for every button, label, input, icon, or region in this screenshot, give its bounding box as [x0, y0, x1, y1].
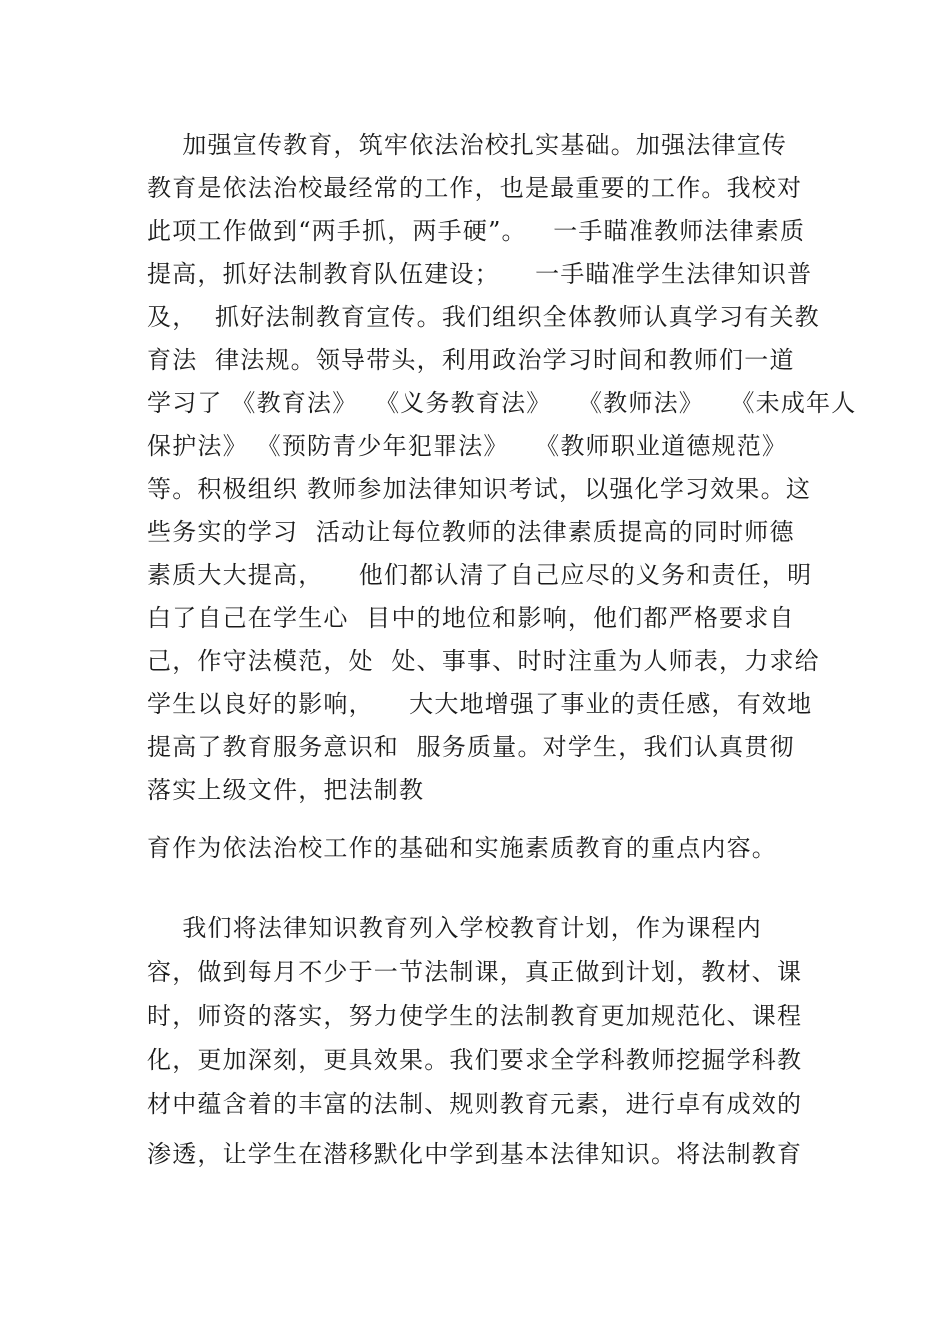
text-line: 及， 抓好法制教育宣传。我们组织全体教师认真学习有关教 — [147, 303, 820, 331]
text-line: 些务实的学习 活动让每位教师的法律素质提高的同时师德 — [147, 518, 795, 546]
text-line: 落实上级文件，把法制教 — [147, 776, 425, 804]
text-line: 我们将法律知识教育列入学校教育计划，作为课程内 — [147, 914, 762, 942]
text-line: 此项工作做到“两手抓，两手硬”。 一手瞄准教师法律素质 — [147, 217, 806, 245]
text-line: 素质大大提高， 他们都认清了自己应尽的义务和责任，明 — [147, 561, 813, 589]
text-line: 白了自己在学生心 目中的地位和影响，他们都严格要求自 — [147, 604, 795, 632]
text-line: 渗透，让学生在潜移默化中学到基本法律知识。将法制教育 — [147, 1140, 803, 1168]
text-line: 己，作守法模范，处 处、事事、时时注重为人师表，力求给 — [147, 647, 820, 675]
text-line: 学习了 《教育法》 《义务教育法》 《教师法》 《未成年人 — [147, 389, 857, 417]
text-line: 材中蕴含着的丰富的法制、规则教育元素，进行卓有成效的 — [147, 1090, 803, 1118]
text-line: 时，师资的落实，努力使学生的法制教育更加规范化、课程 — [147, 1002, 803, 1030]
text-line: 等。积极组织 教师参加法律知识考试，以强化学习效果。这 — [147, 475, 812, 503]
text-line: 容，做到每月不少于一节法制课，真正做到计划，教材、课 — [147, 958, 803, 986]
text-line: 学生以良好的影响， 大大地增强了事业的责任感，有效地 — [147, 690, 813, 718]
text-line: 教育是依法治校最经常的工作，也是最重要的工作。我校对 — [147, 174, 803, 202]
text-line: 育法 律法规。领导带头，利用政治学习时间和教师们一道 — [147, 346, 795, 374]
text-line: 提高，抓好法制教育队伍建设； 一手瞄准学生法律知识普 — [147, 260, 813, 288]
text-line: 保护法》 《预防青少年犯罪法》 《教师职业道德规范》 — [147, 432, 788, 460]
text-line: 化，更加深刻，更具效果。我们要求全学科教师挖掘学科教 — [147, 1046, 803, 1074]
text-line: 育作为依法治校工作的基础和实施素质教育的重点内容。 — [147, 834, 777, 862]
text-line: 提高了教育服务意识和 服务质量。对学生，我们认真贯彻 — [147, 733, 795, 761]
text-line: 加强宣传教育，筑牢依法治校扎实基础。加强法律宣传 — [147, 131, 788, 159]
